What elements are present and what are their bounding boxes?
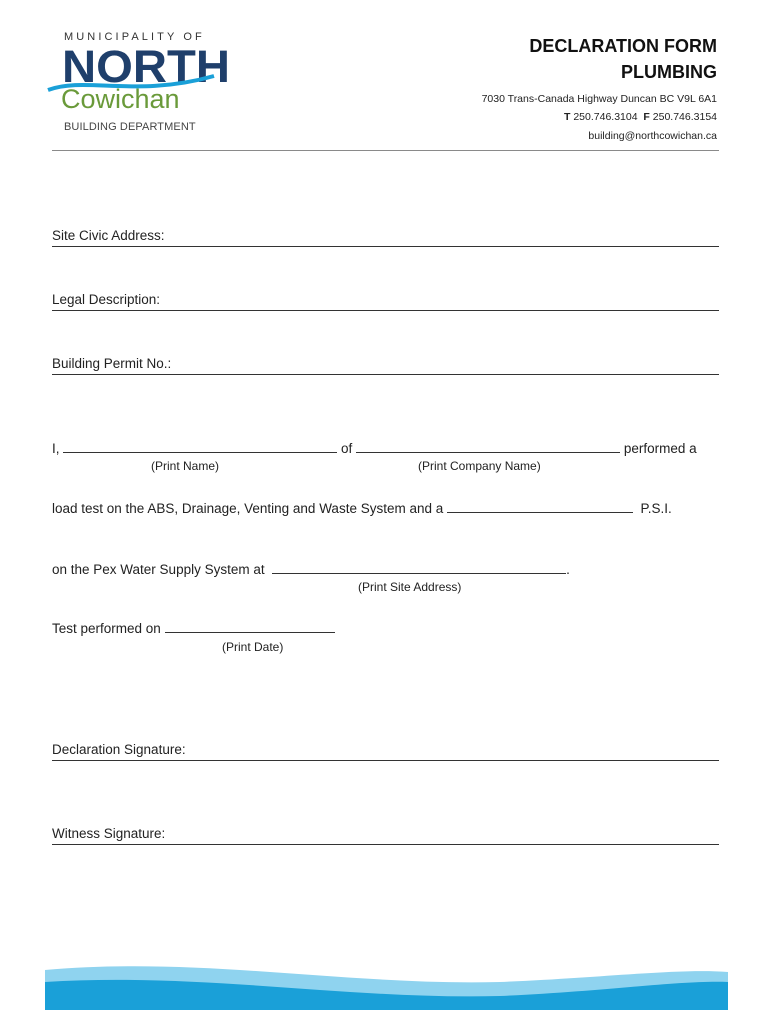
header-divider — [52, 150, 719, 151]
print-name-blank[interactable] — [63, 440, 337, 453]
text-pex: on the Pex Water Supply System at — [52, 562, 265, 577]
text-psi: P.S.I. — [640, 501, 672, 516]
declaration-signature-field[interactable] — [52, 740, 719, 761]
test-date-line — [52, 620, 335, 636]
phone-label: T — [564, 111, 571, 123]
legal-description-label: Legal Description: — [52, 292, 161, 307]
witness-signature-field[interactable] — [52, 824, 719, 845]
logo-municipality-text: MUNICIPALITY OF — [64, 31, 205, 43]
office-email: building@northcowichan.ca — [588, 130, 717, 142]
building-permit-label: Building Permit No.: — [52, 356, 172, 371]
site-civic-address-label: Site Civic Address: — [52, 228, 165, 243]
declaration-line-2 — [52, 500, 672, 516]
form-title-line2: PLUMBING — [621, 62, 717, 82]
phone-number: 250.746.3104 — [573, 111, 638, 123]
declaration-line-1 — [52, 440, 697, 456]
site-civic-address-field[interactable] — [52, 226, 719, 247]
fax-label: F — [643, 111, 650, 123]
witness-signature-label: Witness Signature: — [52, 826, 166, 841]
declaration-line-3 — [52, 561, 570, 577]
logo-cowichan-text: Cowichan — [61, 84, 180, 114]
text-of: of — [341, 441, 353, 456]
footer-wave-graphic — [0, 960, 770, 1024]
text-i: I, — [52, 441, 60, 456]
print-site-address-hint: (Print Site Address) — [358, 580, 462, 594]
print-date-hint: (Print Date) — [222, 640, 284, 654]
text-load-test: load test on the ABS, Drainage, Venting and Waste System and a — [52, 501, 444, 516]
print-company-blank[interactable] — [356, 440, 620, 453]
fax-number: 250.746.3154 — [652, 111, 717, 123]
building-permit-field[interactable] — [52, 354, 719, 375]
print-name-hint: (Print Name) — [151, 459, 220, 473]
logo-north-text: NORTH — [62, 41, 230, 92]
form-title-line1: DECLARATION FORM — [529, 36, 717, 56]
office-address: 7030 Trans-Canada Highway Duncan BC V9L 6A1 — [481, 93, 717, 105]
print-company-hint: (Print Company Name) — [418, 459, 541, 473]
office-phone-fax — [564, 111, 717, 123]
text-period: . — [566, 562, 570, 577]
logo-department-text: BUILDING DEPARTMENT — [64, 121, 196, 133]
text-performed-a: performed a — [623, 441, 697, 456]
psi-blank[interactable] — [447, 500, 633, 513]
declaration-signature-label: Declaration Signature: — [52, 742, 186, 757]
text-test-performed-on: Test performed on — [52, 621, 161, 636]
print-date-blank[interactable] — [165, 620, 335, 633]
legal-description-field[interactable] — [52, 290, 719, 311]
print-site-address-blank[interactable] — [272, 561, 566, 574]
